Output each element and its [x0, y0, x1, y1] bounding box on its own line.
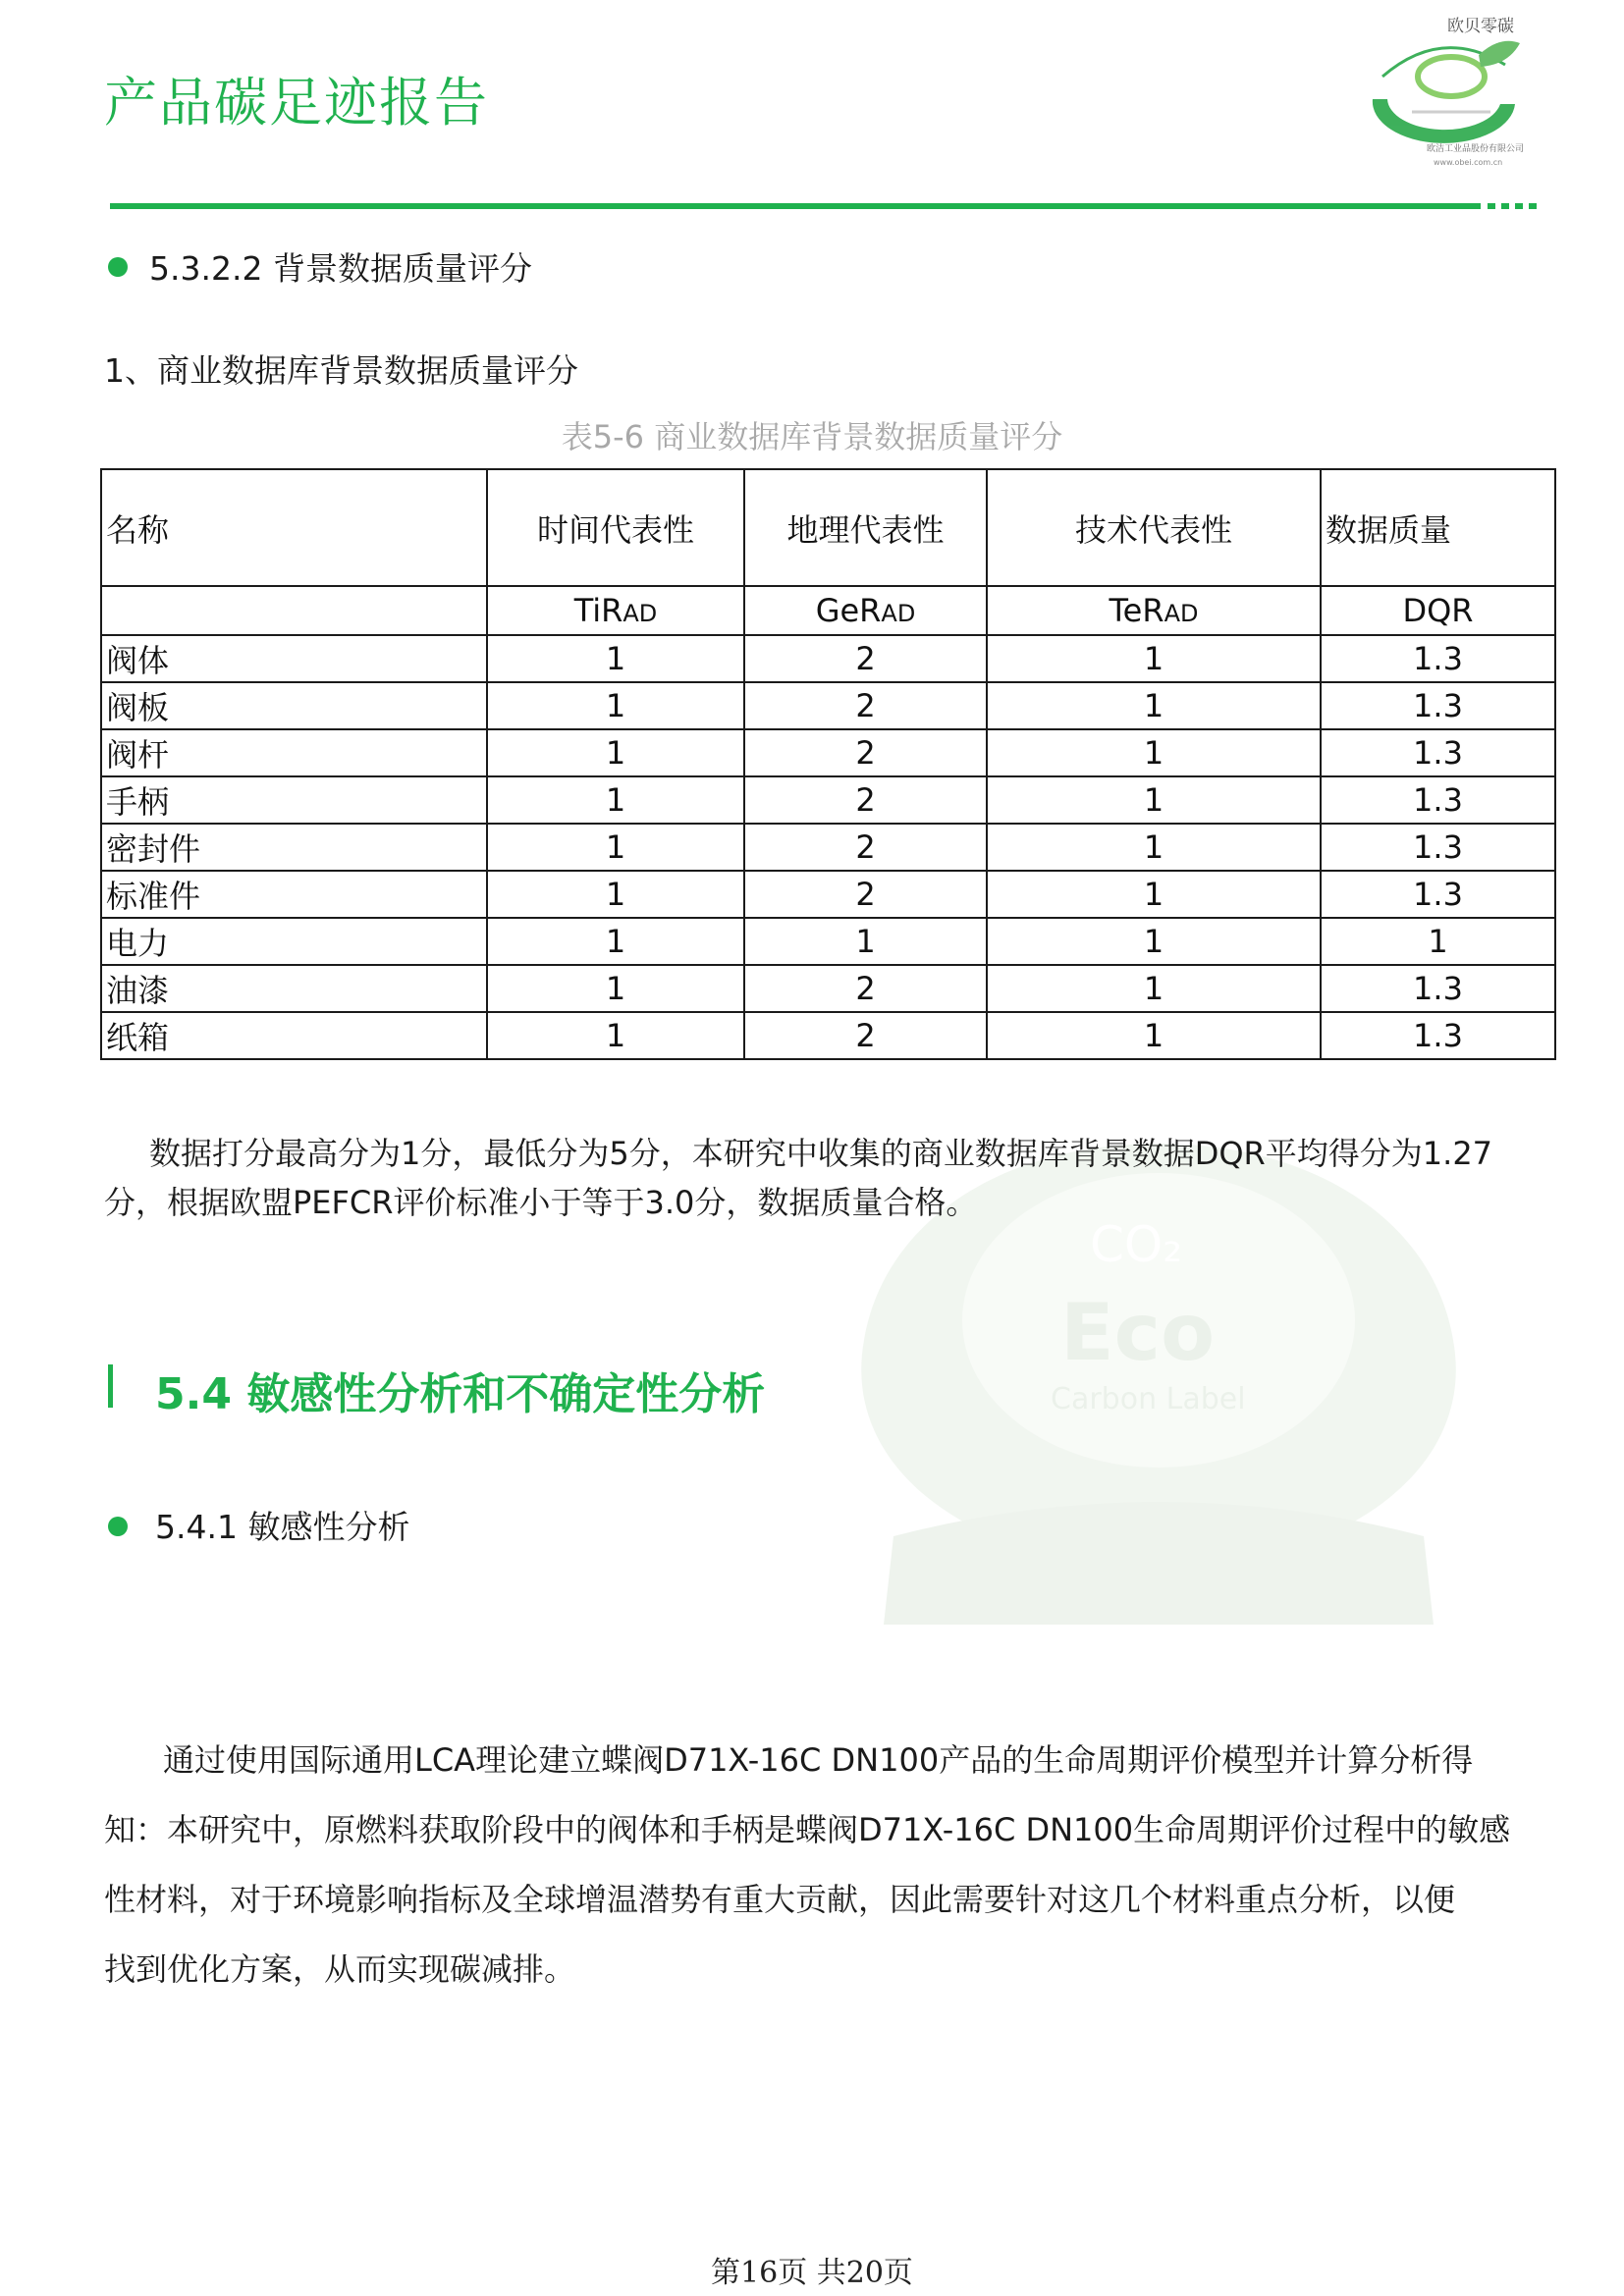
subheader-small: AD: [623, 600, 658, 627]
watermark-eco: Eco: [1060, 1287, 1216, 1378]
table-cell: 1: [987, 682, 1321, 729]
watermark-label: Carbon Label: [1051, 1382, 1246, 1416]
subsection-heading: 5.4.1 敏感性分析: [155, 1508, 410, 1546]
subheader-main: TiR: [573, 592, 623, 629]
table-cell: 1.3: [1321, 1012, 1555, 1059]
row-label-cell: 阀体: [101, 635, 487, 682]
subheader-main: TeR: [1109, 592, 1164, 629]
page-number: 第16页 共20页: [711, 2256, 913, 2290]
subheader-small: AD: [1164, 600, 1199, 627]
header-cell: 数据质量: [1321, 469, 1555, 586]
paragraph-line: 通过使用国际通用LCA理论建立蝶阀D71X-16C DN100产品的生命周期评价模型并计算分析得: [163, 1741, 1474, 1779]
paragraph-line: 找到优化方案，从而实现碳减排。: [104, 1950, 576, 1988]
logo-brand-text: 欧贝零碳: [1447, 17, 1514, 36]
table-cell: 2: [744, 682, 987, 729]
document-title: 产品碳足迹报告: [104, 72, 489, 133]
bullet-dot: [108, 257, 128, 277]
table-cell: 1: [487, 729, 744, 776]
logo-company-text: 欧洁工业品股份有限公司: [1427, 144, 1525, 154]
row-label-cell: 阀杆: [101, 729, 487, 776]
header-cell: 技术代表性: [987, 469, 1321, 586]
subheader-cell: [987, 586, 1321, 635]
header-cell: 地理代表性: [744, 469, 987, 586]
table-row: [101, 1012, 1555, 1059]
table-cell: 1: [987, 918, 1321, 965]
table-cell: 1: [987, 871, 1321, 918]
paragraph-line: 分，根据欧盟PEFCR评价标准小于等于3.0分，数据质量合格。: [104, 1184, 978, 1221]
table-cell: 1: [487, 1012, 744, 1059]
table-row: [101, 965, 1555, 1012]
table-cell: 2: [744, 824, 987, 871]
table-cell: 2: [744, 729, 987, 776]
table-body: [101, 635, 1555, 1059]
subsection-heading: 5.3.2.2 背景数据质量评分: [149, 249, 532, 288]
table-cell: 2: [744, 1012, 987, 1059]
header-cell: 名称: [101, 469, 487, 586]
table-subheader-row: [101, 586, 1555, 635]
row-label-cell: 阀板: [101, 682, 487, 729]
table-row: [101, 729, 1555, 776]
logo-url-text: www.obei.com.cn: [1434, 158, 1503, 167]
table-row: [101, 776, 1555, 824]
table-cell: 1.3: [1321, 824, 1555, 871]
table-cell: 1: [987, 824, 1321, 871]
table-cell: 1.3: [1321, 965, 1555, 1012]
subheader-cell: [101, 586, 487, 635]
table-cell: 2: [744, 871, 987, 918]
subheader-main: DQR: [1402, 592, 1474, 629]
table-cell: 1: [987, 729, 1321, 776]
table-cell: 1: [987, 776, 1321, 824]
header-dots: [1488, 203, 1543, 209]
table-cell: 2: [744, 776, 987, 824]
table-cell: 1.3: [1321, 682, 1555, 729]
table-cell: 1: [487, 965, 744, 1012]
subheader-small: AD: [881, 600, 916, 627]
table-caption: 表5-6 商业数据库背景数据质量评分: [561, 418, 1063, 455]
header-cell: 时间代表性: [487, 469, 744, 586]
row-label-cell: 标准件: [101, 871, 487, 918]
paragraph-line: 性材料，对于环境影响指标及全球增温潜势有重大贡献，因此需要针对这几个材料重点分析，以便: [104, 1881, 1456, 1918]
table-cell: 1: [987, 635, 1321, 682]
table-cell: 1: [487, 635, 744, 682]
table-cell: 1: [987, 965, 1321, 1012]
table-cell: 1: [1321, 918, 1555, 965]
subheader-cell: [744, 586, 987, 635]
table-cell: 1: [487, 918, 744, 965]
row-label-cell: 纸箱: [101, 1012, 487, 1059]
table-cell: 1.3: [1321, 776, 1555, 824]
table-cell: 2: [744, 635, 987, 682]
table-cell: 1.3: [1321, 729, 1555, 776]
row-label-cell: 油漆: [101, 965, 487, 1012]
dqr-table: [100, 468, 1556, 1060]
row-label-cell: 手柄: [101, 776, 487, 824]
table-cell: 1: [487, 871, 744, 918]
paragraph-line: 数据打分最高分为1分，最低分为5分，本研究中收集的商业数据库背景数据DQR平均得分为1.27: [149, 1135, 1493, 1172]
table-row: [101, 682, 1555, 729]
section-title: 5.4 敏感性分析和不确定性分析: [155, 1369, 766, 1419]
table-row: [101, 918, 1555, 965]
table-cell: 1.3: [1321, 871, 1555, 918]
row-label-cell: 密封件: [101, 824, 487, 871]
header-rule: [110, 203, 1481, 209]
section-bar: [108, 1364, 113, 1408]
row-label-cell: 电力: [101, 918, 487, 965]
table-cell: 2: [744, 965, 987, 1012]
table-cell: 1: [487, 824, 744, 871]
bullet-dot: [108, 1517, 128, 1536]
table-cell: 1: [487, 682, 744, 729]
paragraph-line: 知：本研究中，原燃料获取阶段中的阀体和手柄是蝶阀D71X-16C DN100生命周期评价过程中的敏感: [104, 1811, 1511, 1848]
table-header-row: [101, 469, 1555, 586]
table-cell: 1: [987, 1012, 1321, 1059]
table-cell: 1.3: [1321, 635, 1555, 682]
table-row: [101, 635, 1555, 682]
table-row: [101, 871, 1555, 918]
watermark-co2: CO₂: [1090, 1216, 1183, 1273]
table-row: [101, 824, 1555, 871]
subheader-cell: [1321, 586, 1555, 635]
table-cell: 1: [744, 918, 987, 965]
table-cell: 1: [487, 776, 744, 824]
obei-zero-carbon-logo: [1353, 6, 1545, 183]
subheader-cell: [487, 586, 744, 635]
sub-heading: 1、商业数据库背景数据质量评分: [104, 351, 578, 390]
subheader-main: GeR: [815, 592, 882, 629]
